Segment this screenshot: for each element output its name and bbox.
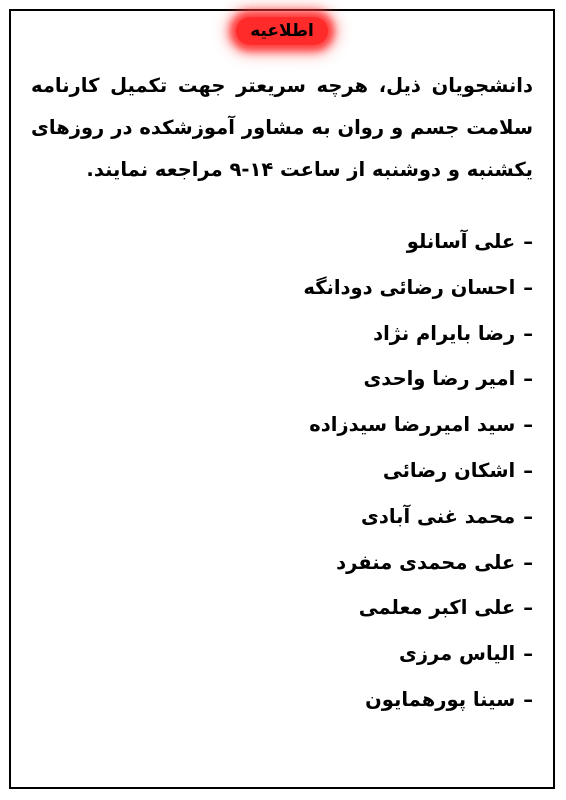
student-item: [31, 631, 533, 677]
title-wrap: [11, 17, 553, 45]
bullet-dash: –: [523, 458, 533, 482]
student-item: [31, 494, 533, 540]
bullet-dash: –: [523, 550, 533, 574]
student-item: [31, 448, 533, 494]
bullet-dash: –: [523, 413, 533, 437]
student-name: اشکان رضائی: [382, 458, 516, 482]
student-item: [31, 540, 533, 586]
student-item: [31, 311, 533, 357]
bullet-dash: –: [523, 596, 533, 620]
student-name: علی آسانلو: [406, 230, 516, 253]
student-name: سینا پورهمایون: [365, 687, 516, 711]
student-name: سید امیررضا سیدزاده: [309, 413, 516, 437]
notice-frame: [9, 9, 555, 789]
bullet-dash: –: [523, 642, 533, 666]
student-name: الیاس مرزی: [398, 642, 516, 666]
student-item: [31, 265, 533, 311]
bullet-dash: –: [523, 230, 533, 253]
student-item: [31, 585, 533, 631]
student-item: [31, 219, 533, 265]
student-name: علی اکبر معلمی: [358, 596, 516, 620]
student-item: [31, 402, 533, 448]
student-item: [31, 356, 533, 402]
bullet-dash: –: [523, 367, 533, 391]
student-name: احسان رضائی دودانگه: [303, 275, 516, 299]
bullet-dash: –: [523, 275, 533, 299]
student-name: رضا بایرام نژاد: [373, 321, 516, 345]
student-name: علی محمدی منفرد: [336, 550, 516, 574]
bullet-dash: –: [523, 321, 533, 345]
student-name: امیر رضا واحدی: [363, 367, 516, 391]
student-item: [31, 677, 533, 723]
bullet-dash: –: [523, 504, 533, 528]
student-name: محمد غنی آبادی: [360, 504, 516, 528]
notice-title: اطلاعیه: [236, 17, 328, 45]
bullet-dash: –: [523, 687, 533, 711]
notice-body: دانشجویان ذیل، هرچه سریعتر جهت تکمیل کارنامه سلامت جسم و روان به مشاور آموزشکده در روزهای یکشنبه و دوشنبه از ساعت ۱۴-۹ مراجعه نمایند.: [31, 74, 533, 181]
student-list: [31, 219, 533, 723]
